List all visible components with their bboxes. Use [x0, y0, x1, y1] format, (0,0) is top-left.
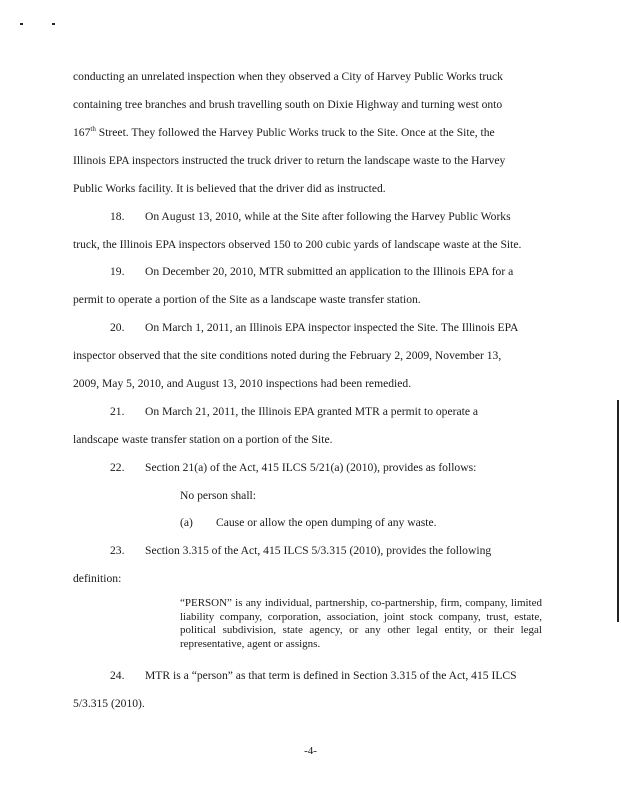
para20-line1: On March 1, 2011, an Illinois EPA inspector inspected the Site. The Illinois EPA [145, 321, 519, 334]
para20-line3: 2009, May 5, 2010, and August 13, 2010 inspections had been remedied. [73, 377, 412, 390]
ordinal-number: 167 [73, 126, 91, 139]
para21-line2: landscape waste transfer station on a portion of the Site. [73, 433, 333, 446]
para18-line2: truck, the Illinois EPA inspectors observed 150 to 200 cubic yards of landscape waste at the Site. [73, 238, 522, 251]
para17-line3-text: Street. They followed the Harvey Public Works truck to the Site. Once at the Site, the [98, 126, 495, 139]
para18-number: 18. [110, 210, 125, 223]
para24-number: 24. [110, 669, 125, 682]
para18-line1: On August 13, 2010, while at the Site after following the Harvey Public Works [145, 210, 511, 223]
para22-item-label: (a) [180, 516, 193, 529]
para21-number: 21. [110, 405, 125, 418]
para22-line1: Section 21(a) of the Act, 415 ILCS 5/21(a) (2010), provides as follows: [145, 461, 477, 474]
para24-line2: 5/3.315 (2010). [73, 697, 145, 710]
para20-line2: inspector observed that the site conditions noted during the February 2, 2009, November 13, [73, 349, 502, 362]
para23-line1: Section 3.315 of the Act, 415 ILCS 5/3.315 (2010), provides the following [145, 544, 492, 557]
para23-block-quote: “PERSON” is any individual, partnership, co-partnership, firm, company, limited liability company, corporation, association, joint stock company, trust, estate, political subdivision, state agency, or any other legal entity, or their legal representative, agent or assigns. [180, 597, 542, 650]
para17-line2: containing tree branches and brush travelling south on Dixie Highway and turning west onto [73, 98, 503, 111]
para21-line1: On March 21, 2011, the Illinois EPA granted MTR a permit to operate a [145, 405, 479, 418]
para19-line2: permit to operate a portion of the Site as a landscape waste transfer station. [73, 293, 421, 306]
para19-number: 19. [110, 265, 125, 278]
para23-number: 23. [110, 544, 125, 557]
para19-line1: On December 20, 2010, MTR submitted an application to the Illinois EPA for a [145, 265, 514, 278]
para17-line4: Illinois EPA inspectors instructed the truck driver to return the landscape waste to the Harvey [73, 154, 506, 167]
para23-line2: definition: [73, 572, 122, 585]
para22-item-text: Cause or allow the open dumping of any waste. [216, 516, 437, 529]
page-number: -4- [304, 745, 317, 757]
para22-quote-lead: No person shall: [180, 489, 256, 502]
scan-speck [52, 23, 55, 25]
scan-speck [20, 23, 23, 25]
para17-line5: Public Works facility. It is believed that the driver did as instructed. [73, 182, 386, 195]
para17-line1: conducting an unrelated inspection when they observed a City of Harvey Public Works truck [73, 70, 503, 83]
scan-edge-line [617, 400, 619, 622]
para22-number: 22. [110, 461, 125, 474]
para17-line3 [73, 126, 495, 140]
para20-number: 20. [110, 321, 125, 334]
para24-line1: MTR is a “person” as that term is defined in Section 3.315 of the Act, 415 ILCS [145, 669, 517, 682]
ordinal-suffix: th [90, 125, 96, 134]
